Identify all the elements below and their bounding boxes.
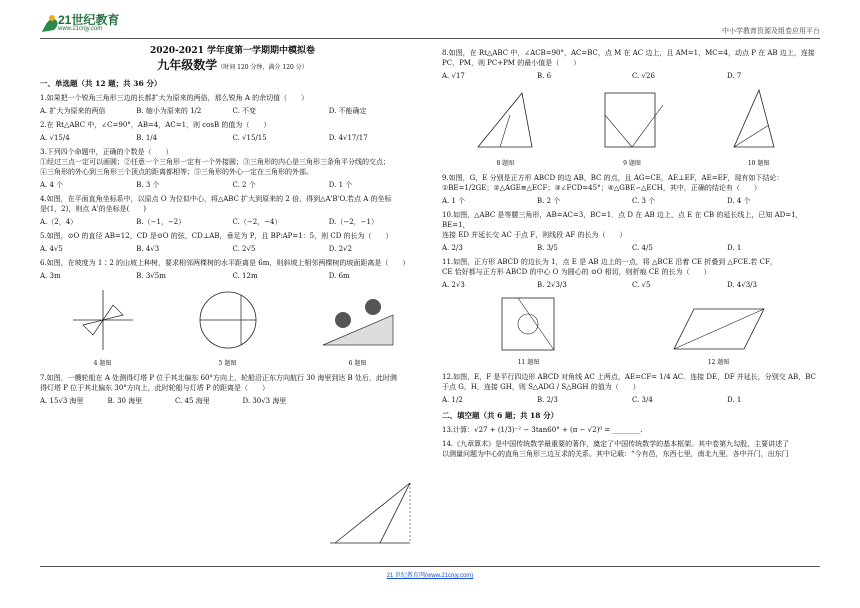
header-divider <box>40 38 820 39</box>
q14-stem: 14.《九章算术》是中国传统数学最重要的著作，奠定了中国传统数学的基本框架。其中卷第九勾股，主要讲述了 <box>442 440 790 448</box>
square-figure <box>597 85 667 155</box>
q9-line-2: ①BE=1/2GE；②△AGE≌△ECF；③∠FCD=45°；④△GBE∽△ECH，其中，正确的结论有（ ） <box>442 184 761 192</box>
q4-option-c: C.（−2，−4） <box>232 218 282 226</box>
q10-option-d: D. 1 <box>727 244 742 252</box>
q7-options <box>40 396 310 406</box>
q7-option-c: C. 45 海里 <box>175 397 210 405</box>
q1-option-d: D. 不能确定 <box>328 107 367 115</box>
q5-option-a: A. 4√5 <box>40 245 63 253</box>
figure-10-label: 10 题图 <box>747 160 770 167</box>
figure-5-label: 5 题图 <box>218 360 237 367</box>
question-10 <box>442 210 822 253</box>
q7-option-a: A. 15√3 海里 <box>40 397 84 405</box>
q1-option-a: A. 扩大为原来的两倍 <box>40 107 106 115</box>
question-2 <box>40 120 425 143</box>
question-8 <box>442 48 822 81</box>
footer-divider <box>40 566 820 567</box>
question-13 <box>442 425 822 435</box>
circle-figure <box>193 285 263 355</box>
q8-option-a: A. √17 <box>442 72 465 80</box>
figure-8-label: 8 题图 <box>496 160 515 167</box>
figure-12 <box>669 304 769 368</box>
q4-option-b: B.（−1，−2） <box>136 218 186 226</box>
q3-option-b: B. 3 个 <box>136 181 160 189</box>
subject-name: 九年级数学 <box>157 58 218 72</box>
q6-option-a: A. 3m <box>40 272 61 280</box>
question-12 <box>442 372 822 405</box>
q1-option-c: C. 不变 <box>232 107 257 115</box>
q12-stem: 12.如图，E，F 是平行四边形 ABCD 对角线 AC 上两点，AE=CF= 1/4 AC．连接 DE，DF 并延长，分别交 AB，BC <box>442 373 816 381</box>
q5-options <box>40 244 425 254</box>
figure-5 <box>193 285 263 369</box>
q6-options <box>40 271 425 281</box>
q2-option-d: D. 4√17/17 <box>328 134 368 142</box>
q12-option-c: C. 3/4 <box>632 396 653 404</box>
figure-8 <box>470 85 540 169</box>
question-9 <box>442 173 822 206</box>
q12-option-b: B. 2/3 <box>537 396 558 404</box>
subject-title <box>40 60 425 73</box>
q10-options <box>442 243 822 253</box>
q5-option-d: D. 2√2 <box>328 245 352 253</box>
q3-options <box>40 180 425 190</box>
question-6 <box>40 258 425 281</box>
q12-line-2: 于点 G，H，连接 GH，则 S△ADG / S△BGH 的值为（ ） <box>442 383 640 391</box>
page-header <box>0 0 860 44</box>
figures-11-12 <box>442 294 822 368</box>
q9-option-d: D. 4 个 <box>727 197 751 205</box>
q10-line-2: 连接 ED 并延长交 AC 于点 F，则线段 AF 的长为（ ） <box>442 231 627 239</box>
q1-options <box>40 106 425 116</box>
triangle-figure <box>470 85 540 155</box>
isosceles-figure <box>724 85 794 155</box>
figure-6 <box>318 285 398 369</box>
q14-line-2: 以测量问题为中心的直角三角形三边互求的关系。其中记载：“今有邑，东西七里，南北九里，各中开门，出东门 <box>442 450 789 458</box>
coordinate-figure <box>68 285 138 355</box>
q10-option-a: A. 2/3 <box>442 244 463 252</box>
figure-7 <box>325 478 415 548</box>
q9-option-b: B. 2 个 <box>537 197 561 205</box>
q5-option-c: C. 2√5 <box>232 245 256 253</box>
q8-option-b: B. 6 <box>537 72 552 80</box>
q4-stem: 4.如图，在平面直角坐标系中，以原点 O 为位似中心，将△ABC 扩大到原来的 2 倍，得到△A'B'O.若点 A 的坐标 <box>40 195 392 203</box>
q2-option-c: C. √15/15 <box>232 134 267 142</box>
q3-line-1: ①经过三点一定可以画圆；②任意一个三角形一定有一个外接圆；③三角形的内心是三角形三条角平分线的交点； <box>40 158 390 166</box>
q4-option-d: D.（−2，−1） <box>328 218 378 226</box>
q12-option-a: A. 1/2 <box>442 396 463 404</box>
q6-option-c: C. 12m <box>232 272 258 280</box>
q1-stem: 1.如果把一个锐角三角形三边的长都扩大为原来的两倍，那么锐角 A 的余切值（ ） <box>40 94 309 102</box>
question-11 <box>442 257 822 290</box>
q3-line-2: ④三角形的外心到三角形三个顶点的距离都相等；⑤三角形的外心一定在三角形的外部。 <box>40 168 313 176</box>
q4-options <box>40 217 425 227</box>
q10-stem: 10.如图，△ABC 是等腰三角形，AB=AC=3，BC=1．点 D 在 AB 边上，点 E 在 CB 的延长线上，已知 AD=1，BE=1， <box>442 211 803 229</box>
q10-option-c: C. 4/5 <box>632 244 653 252</box>
q10-option-b: B. 3/5 <box>537 244 558 252</box>
q8-option-c: C. √26 <box>632 72 655 80</box>
q3-option-a: A. 4 个 <box>40 181 64 189</box>
figure-11 <box>496 294 562 368</box>
question-5 <box>40 231 425 254</box>
figure-10 <box>724 85 794 169</box>
q11-stem: 11.如图，正方形 ABCD 的边长为 1，点 E 是 AB 边上的一点，将 △BCE 沿着 CE 折叠到 △FCE.若 CF， <box>442 258 777 266</box>
logo-text: 21世纪教育 <box>58 13 120 27</box>
figures-4-5-6 <box>40 285 425 369</box>
q3-option-c: C. 2 个 <box>232 181 256 189</box>
figure-11-label: 11 题图 <box>517 359 540 366</box>
q4-option-a: A.（2，4） <box>40 218 78 226</box>
logo-url: www.21cnjy.com <box>58 26 103 32</box>
q12-options <box>442 395 822 405</box>
left-column <box>40 44 425 406</box>
parallelogram-figure <box>669 304 769 354</box>
q8-option-d: D. 7 <box>727 72 742 80</box>
q11-option-a: A. 2√3 <box>442 281 465 289</box>
q2-option-b: B. 1/4 <box>136 134 158 142</box>
q5-stem: 5.如图，⊙O 的直径 AB=12，CD 是⊙O 的弦，CD⊥AB，垂足为 P，且 BP:AP=1：5，则 CD 的长为（ ） <box>40 232 393 240</box>
figure-12-label: 12 题图 <box>707 359 730 366</box>
q11-line-2: CE 恰好都与正方形 ABCD 的中心 O 为圆心的 ⊙O 相切，则折痕 CE 的长为（ ） <box>442 268 711 276</box>
q13-stem: 13.计算：√27 + (1/3)⁻² − 3tan60° + (π − √2)⁰ = ________. <box>442 426 643 434</box>
section-heading-2: 二、填空题（共 6 题；共 18 分） <box>442 411 559 420</box>
q2-options <box>40 133 425 143</box>
q8-line-2: PC，PM，则 PC+PM 的最小值是（ ） <box>442 59 581 67</box>
q5-option-b: B. 4√3 <box>136 245 160 253</box>
fold-square-figure <box>496 294 562 354</box>
q4-line-2: 是(1，2)，则点 A'的坐标是( ) <box>40 205 147 213</box>
q6-option-d: D. 6m <box>328 272 350 280</box>
question-3 <box>40 147 425 190</box>
q7-stem: 7.如图，一艘轮船在 A 处测得灯塔 P 位于其北偏东 60°方向上，轮船沿正东方向航行 30 海里到达 B 处后，此时测 <box>40 374 397 382</box>
question-7 <box>40 373 425 406</box>
figure-9 <box>597 85 667 169</box>
time-note: （时间 120 分钟，满分 120 分） <box>217 64 308 71</box>
figure-4 <box>68 285 138 369</box>
figure-4-label: 4 题图 <box>93 360 112 367</box>
exam-title: 2020-2021 学年度第一学期期中模拟卷 <box>150 46 315 56</box>
q8-options <box>442 71 822 81</box>
q7-line-2: 得灯塔 P 位于其北偏东 30°方向上，此时轮船与灯塔 P 的距离是（ ） <box>40 384 269 392</box>
q6-option-b: B. 3√5m <box>136 272 166 280</box>
q9-option-c: C. 3 个 <box>632 197 656 205</box>
question-1 <box>40 93 425 116</box>
footer-link[interactable]: 21 世纪教育网(www.21cnjy.com) <box>386 573 474 579</box>
q3-option-d: D. 1 个 <box>328 181 353 189</box>
q11-option-d: D. 4√3/3 <box>727 281 757 289</box>
question-14 <box>442 439 822 459</box>
q7-option-b: B. 30 海里 <box>107 397 143 405</box>
q2-option-a: A. √15/4 <box>40 134 70 142</box>
q6-stem: 6.如图，在坡度为 1∶2 的山坡上种树，要求相邻两棵树的水平距离是 6m，则斜坡上相邻两棵树的坡面距离是（ ） <box>40 259 410 267</box>
q2-stem: 2.在 Rt△ABC 中，∠C=90°，AB=4，AC=1，则 cosB 的值为（ ） <box>40 121 271 129</box>
slope-trees-figure <box>318 285 398 355</box>
q1-option-b: B. 缩小为原来的 1/2 <box>136 107 202 115</box>
header-platform-text: 中小学教育资源及组卷应用平台 <box>722 28 820 35</box>
figure-9-label: 9 题图 <box>623 160 641 167</box>
q9-option-a: A. 1 个 <box>442 197 466 205</box>
q11-option-b: B. 2√3/3 <box>537 281 567 289</box>
q12-option-d: D. 1 <box>727 396 742 404</box>
right-column <box>442 44 822 459</box>
q8-stem: 8.如图，在 Rt△ABC 中，∠ACB=90°，AC=BC，点 M 在 AC 边上，且 AM=1，MC=4，动点 P 在 AB 边上，连接 <box>442 49 815 57</box>
q11-option-c: C. √5 <box>632 281 651 289</box>
section-heading-1: 一、单选题（共 12 题；共 36 分） <box>40 79 162 88</box>
figures-8-9-10 <box>442 85 822 169</box>
q9-options <box>442 196 822 206</box>
q3-stem: 3.下列四个命题中，正确的个数是（ ） <box>40 148 173 156</box>
q7-option-d: D. 30√3 海里 <box>242 397 287 405</box>
q9-stem: 9.如图，G，E 分别是正方形 ABCD 的边 AB，BC 的点，且 AG=CE，AE⊥EF，AE=EF，现有如下结论： <box>442 174 784 182</box>
figure-6-label: 6 题图 <box>348 360 367 367</box>
q11-options <box>442 280 822 290</box>
question-4 <box>40 194 425 227</box>
